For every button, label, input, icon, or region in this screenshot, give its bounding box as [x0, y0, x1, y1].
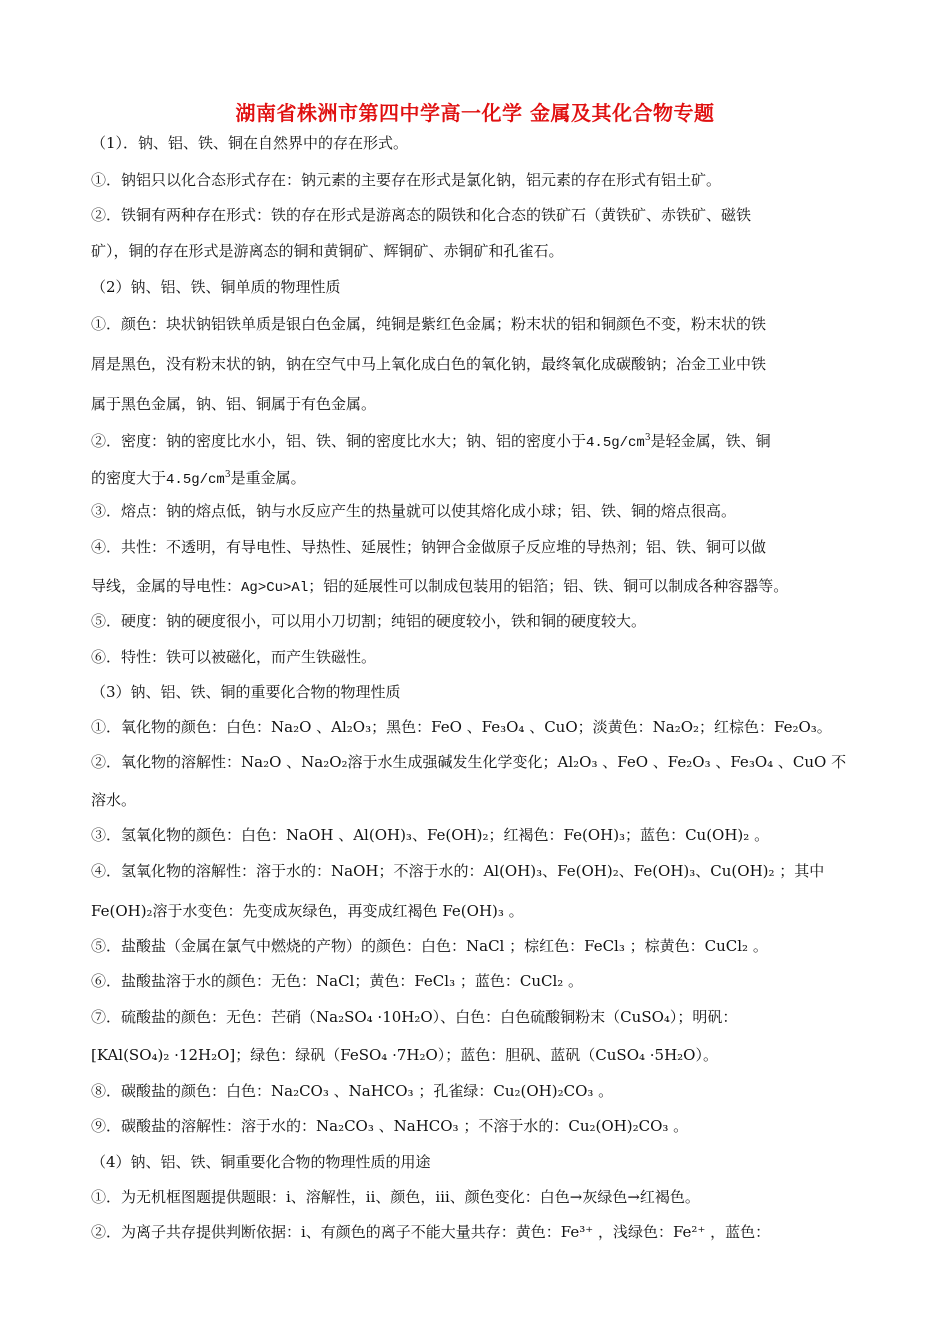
paragraph: ②．氧化物的溶解性：Na₂O 、Na₂O₂溶于水生成强碱发生化学变化；Al₂O₃ 、FeO 、Fe₂O₃ 、Fe₃O₄ 、CuO 不 [91, 753, 847, 771]
paragraph: ⑥．特性：铁可以被磁化，而产生铁磁性。 [91, 648, 377, 666]
paragraph: [KAl(SO₄)₂ ·12H₂O]；绿色：绿矾（FeSO₄ ·7H₂O）；蓝色：胆矾、蓝矾（CuSO₄ ·5H₂O）。 [91, 1046, 718, 1064]
paragraph: ①．钠铝只以化合态形式存在：钠元素的主要存在形式是氯化钠，铝元素的存在形式有铝土矿。 [91, 171, 722, 189]
paragraph: Fe(OH)₂溶于水变色：先变成灰绿色，再变成红褐色 Fe(OH)₃ 。 [91, 902, 524, 920]
paragraph: ①．氧化物的颜色：白色：Na₂O 、Al₂O₃；黑色：FeO 、Fe₃O₄ 、CuO；淡黄色：Na₂O₂；红棕色：Fe₂O₃。 [91, 718, 832, 736]
paragraph: ⑧．碳酸盐的颜色：白色：Na₂CO₃ 、NaHCO₃ ；孔雀绿：Cu₂(OH)₂CO₃ 。 [91, 1082, 614, 1100]
paragraph: 溶水。 [91, 791, 137, 809]
section-1-heading: （1）．钠、铝、铁、铜在自然界中的存在形式。 [91, 134, 409, 152]
paragraph: ②．铁铜有两种存在形式：铁的存在形式是游离态的陨铁和化合态的铁矿石（黄铁矿、赤铁矿、磁铁 [91, 206, 752, 224]
paragraph: 屑是黑色，没有粉末状的钠，钠在空气中马上氧化成白色的氧化钠，最终氧化成碳酸钠；冶金工业中铁 [91, 355, 767, 373]
paragraph: ①．颜色：块状钠铝铁单质是银白色金属，纯铜是紫红色金属；粉末状的铝和铜颜色不变，粉末状的铁 [91, 315, 767, 333]
document-title: 湖南省株洲市第四中学高一化学 金属及其化合物专题 [235, 101, 715, 125]
paragraph-conductivity [91, 576, 871, 598]
paragraph: ④．氢氧化物的溶解性：溶于水的：NaOH；不溶于水的：Al(OH)₃、Fe(OH)₂、Fe(OH)₃、Cu(OH)₂ ；其中 [91, 862, 825, 880]
paragraph: ⑨．碳酸盐的溶解性：溶于水的：Na₂CO₃ 、NaHCO₃ ；不溶于水的：Cu₂(OH)₂CO₃ 。 [91, 1117, 689, 1135]
paragraph: ②．为离子共存提供判断依据：ⅰ、有颜色的离子不能大量共存：黄色：Fe³⁺ ，浅绿色：Fe²⁺ ，蓝色： [91, 1223, 771, 1241]
density-value-2: 4.5g/cm [166, 472, 225, 488]
density-text-3: 的密度大于 [91, 469, 167, 487]
conductivity-value: Ag>Cu>Al [241, 580, 309, 596]
conductivity-text-1: 导线，金属的导电性： [91, 577, 242, 595]
paragraph: ④．共性：不透明，有导电性、导热性、延展性；钠钾合金做原子反应堆的导热剂；铝、铁、铜可以做 [91, 538, 767, 556]
paragraph: 矿），铜的存在形式是游离态的铜和黄铜矿、辉铜矿、赤铜矿和孔雀石。 [91, 242, 564, 260]
paragraph: ⑤．盐酸盐（金属在氯气中燃烧的产物）的颜色：白色：NaCl ；棕红色：FeCl₃ ；棕黄色：CuCl₂ 。 [91, 937, 768, 955]
section-3-heading: （3）钠、铝、铁、铜的重要化合物的物理性质 [91, 683, 401, 701]
paragraph: ①．为无机框图题提供题眼：ⅰ、溶解性，ⅱ、颜色，ⅲ、颜色变化：白色→灰绿色→红褐色。 [91, 1188, 700, 1206]
paragraph: ⑤．硬度：钠的硬度很小，可以用小刀切割；纯铝的硬度较小，铁和铜的硬度较大。 [91, 612, 647, 630]
conductivity-text-2: ；铝的延展性可以制成包装用的铝箔；铝、铁、铜可以制成各种容器等。 [308, 577, 789, 595]
paragraph: ⑦．硫酸盐的颜色：无色：芒硝（Na₂SO₄ ·10H₂O）、白色：白色硫酸铜粉末（CuSO₄）；明矾： [91, 1008, 738, 1026]
paragraph-density-cont: 的密度大于$4.5g/cm^3$是重金属。 [91, 469, 306, 488]
density-value-1: 4.5g/cm [586, 435, 645, 451]
paragraph: ③．氢氧化物的颜色：白色：NaOH 、Al(OH)₃、Fe(OH)₂；红褐色：Fe(OH)₃；蓝色：Cu(OH)₂ 。 [91, 826, 770, 844]
section-2-heading: （2）钠、铝、铁、铜单质的物理性质 [91, 278, 341, 296]
paragraph: 属于黑色金属，钠、铝、铜属于有色金属。 [91, 395, 377, 413]
paragraph: ③．熔点：钠的熔点低，钠与水反应产生的热量就可以使其熔化成小球；铝、铁、铜的熔点很高。 [91, 502, 737, 520]
paragraph: ⑥．盐酸盐溶于水的颜色：无色：NaCl；黄色：FeCl₃ ；蓝色：CuCl₂ 。 [91, 972, 584, 990]
density-text-2: 是轻金属，铁、铜 [650, 432, 771, 450]
density-text-1: ②．密度：钠的密度比水小，铝、铁、铜的密度比水大；钠、铝的密度小于 [91, 432, 587, 450]
section-4-heading: （4）钠、铝、铁、铜重要化合物的物理性质的用途 [91, 1153, 431, 1171]
paragraph-density: ②．密度：钠的密度比水小，铝、铁、铜的密度比水大；钠、铝的密度小于$4.5g/cm^3$是轻金属，铁、铜 [91, 432, 771, 451]
density-text-4: 是重金属。 [230, 469, 306, 487]
